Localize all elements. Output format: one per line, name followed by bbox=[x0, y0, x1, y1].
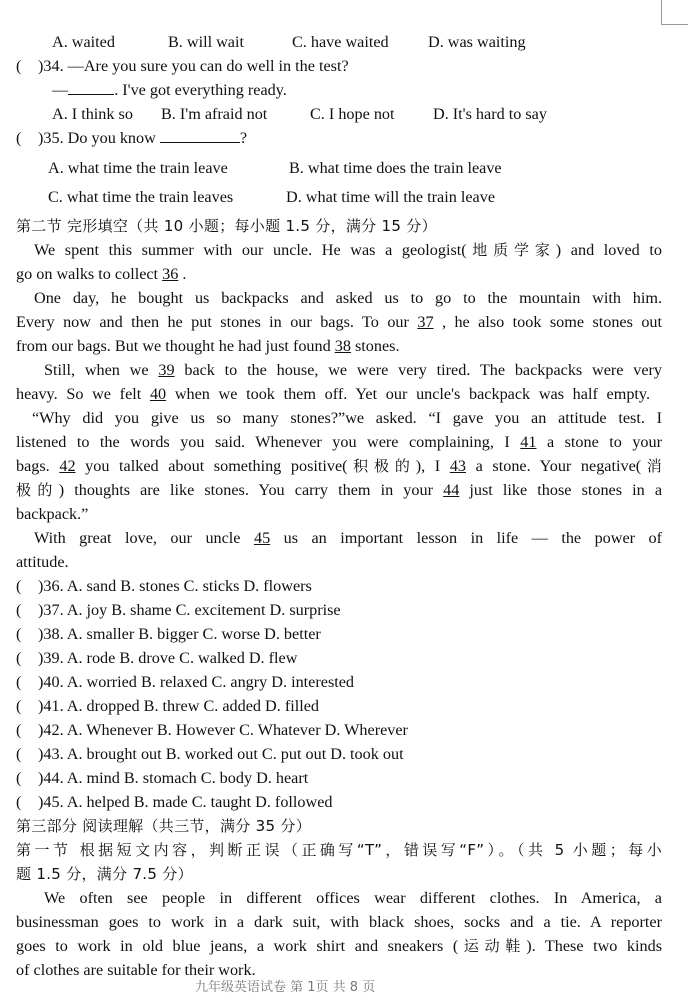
passage-line-14: attitude. bbox=[16, 553, 69, 571]
cloze-option-36: )36. A. sand B. stones C. sticks D. flowers bbox=[38, 577, 312, 595]
blank-44: 44 bbox=[443, 481, 460, 499]
blank-36: 36 bbox=[162, 265, 179, 283]
cloze-option-45: )45. A. helped B. made C. taught D. followed bbox=[38, 793, 333, 811]
blank-45: 45 bbox=[253, 529, 271, 547]
reading-line-2: businessman goes to work in a dark suit, with black shoes, socks and a tie. A reporter bbox=[16, 913, 662, 931]
blank-41: 41 bbox=[520, 433, 537, 451]
passage-line-7: heavy. So we felt 40 when we took them off. Yet our uncle's backpack was half empty. bbox=[16, 385, 650, 403]
blank-43: 43 bbox=[449, 457, 466, 475]
cloze-option-43-paren: ( bbox=[16, 745, 22, 763]
cloze-option-41-paren: ( bbox=[16, 697, 22, 715]
blank-42: 42 bbox=[59, 457, 76, 475]
section1-title-line-1: 第一节 根据短文内容，判断正误（正确写“T”，错误写“F”）。（共 5 小题；每小 bbox=[16, 841, 662, 859]
passage-line-8: “Why did you give us so many stones?”we asked. “I gave you an attitude test. I bbox=[32, 409, 662, 427]
q33-option-a: A. waited bbox=[52, 33, 115, 51]
reading-line-3: goes to work in old blue jeans, a work shirt and sneakers (运动鞋). These two kinds bbox=[16, 937, 663, 955]
passage-line-10: bags. 42 you talked about something positive(积极的), I 43 a stone. Your negative(消 bbox=[16, 457, 663, 475]
passage-line-11: 极的) thoughts are like stones. You carry them in your 44 just like those stones in a bbox=[16, 481, 663, 499]
q34-option-c: C. I hope not bbox=[310, 105, 395, 123]
cloze-option-40-paren: ( bbox=[16, 673, 22, 691]
q34-stem: )34. —Are you sure you can do well in the test? bbox=[38, 57, 349, 75]
page-footer: 九年级英语试卷 第 1页 共 8 页 bbox=[195, 980, 376, 995]
q35-option-d: D. what time will the train leave bbox=[286, 188, 496, 206]
passage-line-12: backpack.” bbox=[16, 505, 89, 523]
q35-blank bbox=[160, 127, 240, 143]
passage-line-3: One day, he bought us backpacks and asked us to go to the mountain with him. bbox=[34, 289, 662, 307]
cloze-option-44-paren: ( bbox=[16, 769, 22, 787]
section2-title: 第二节 完形填空（共 10 小题；每小题 1.5 分，满分 15 分） bbox=[16, 217, 437, 235]
q33-option-d: D. was waiting bbox=[428, 33, 526, 51]
cloze-option-39-paren: ( bbox=[16, 649, 22, 667]
q35-answer-paren: ( bbox=[16, 129, 22, 147]
q34-option-b: B. I'm afraid not bbox=[161, 105, 268, 123]
cloze-option-38-paren: ( bbox=[16, 625, 22, 643]
blank-39: 39 bbox=[158, 361, 175, 379]
passage-line-1: We spent this summer with our uncle. He was a geologist(地质学家) and loved to bbox=[34, 241, 662, 259]
blank-40: 40 bbox=[149, 385, 167, 403]
q34-reply: — . I've got everything ready. bbox=[52, 81, 287, 99]
cloze-option-44: )44. A. mind B. stomach C. body D. heart bbox=[38, 769, 309, 787]
q35-option-b: B. what time does the train leave bbox=[289, 159, 502, 177]
passage-line-6: Still, when we 39 back to the house, we were very tired. The backpacks were very bbox=[44, 361, 663, 379]
passage-line-4: Every now and then he put stones in our bags. To our 37 , he also took some stones out bbox=[16, 313, 663, 331]
page-corner-mark bbox=[661, 0, 688, 25]
q33-option-c: C. have waited bbox=[292, 33, 389, 51]
q35-option-c: C. what time the train leaves bbox=[48, 188, 234, 206]
blank-37: 37 bbox=[417, 313, 434, 331]
cloze-option-42: )42. A. Whenever B. However C. Whatever D. Wherever bbox=[38, 721, 408, 739]
cloze-option-45-paren: ( bbox=[16, 793, 22, 811]
q34-option-a: A. I think so bbox=[52, 105, 133, 123]
passage-line-13: With great love, our uncle 45 us an important lesson in life — the power of bbox=[34, 529, 662, 547]
cloze-option-37-paren: ( bbox=[16, 601, 22, 619]
q33-option-b: B. will wait bbox=[168, 33, 244, 51]
q34-option-d: D. It's hard to say bbox=[433, 105, 547, 123]
cloze-option-43: )43. A. brought out B. worked out C. put out D. took out bbox=[38, 745, 404, 763]
cloze-option-41: )41. A. dropped B. threw C. added D. filled bbox=[38, 697, 319, 715]
section1-title-line-2: 题 1.5 分，满分 7.5 分） bbox=[16, 865, 193, 883]
cloze-option-40: )40. A. worried B. relaxed C. angry D. interested bbox=[38, 673, 355, 691]
q35-option-a: A. what time the train leave bbox=[48, 159, 228, 177]
cloze-option-36-paren: ( bbox=[16, 577, 22, 595]
cloze-option-42-paren: ( bbox=[16, 721, 22, 739]
reading-line-4: of clothes are suitable for their work. bbox=[16, 961, 256, 979]
q34-answer-paren: ( bbox=[16, 57, 22, 75]
cloze-option-39: )39. A. rode B. drove C. walked D. flew bbox=[38, 649, 298, 667]
reading-line-1: We often see people in different offices wear different clothes. In America, a bbox=[44, 889, 662, 907]
cloze-option-37: )37. A. joy B. shame C. excitement D. surprise bbox=[38, 601, 341, 619]
part3-title: 第三部分 阅读理解（共三节，满分 35 分） bbox=[16, 817, 311, 835]
passage-line-9: listened to the words you said. Whenever you were complaining, I 41 a stone to your bbox=[16, 433, 663, 451]
passage-line-2: go on walks to collect 36 . bbox=[16, 265, 187, 283]
passage-line-5: from our bags. But we thought he had just found 38 stones. bbox=[16, 337, 400, 355]
q34-blank bbox=[68, 79, 114, 95]
q35-stem: )35. Do you know ? bbox=[38, 129, 248, 147]
blank-38: 38 bbox=[334, 337, 351, 355]
cloze-option-38: )38. A. smaller B. bigger C. worse D. better bbox=[38, 625, 321, 643]
